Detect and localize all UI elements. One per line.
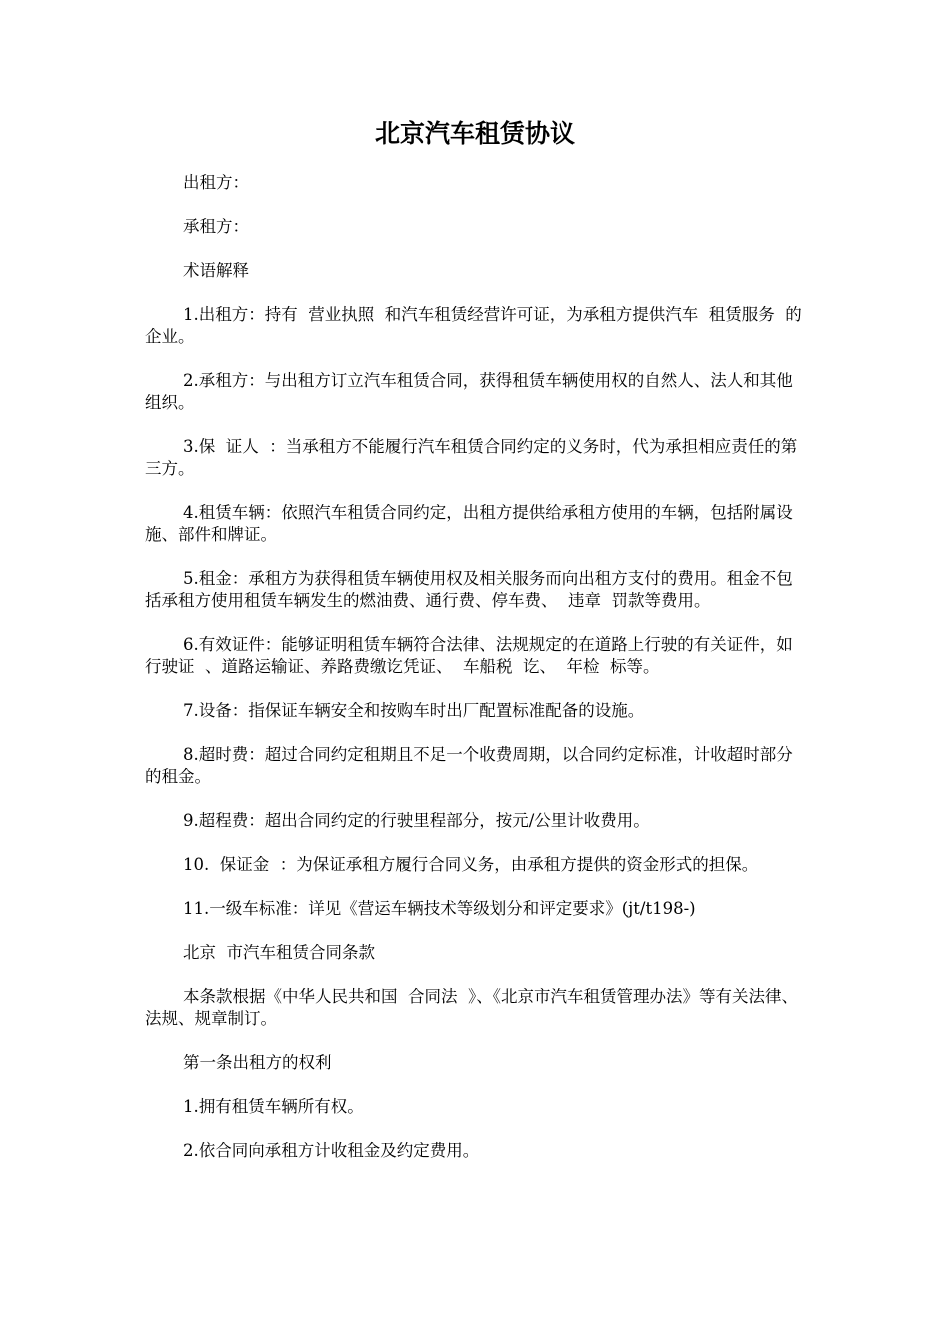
paragraph-term-5: 5.租金：承租方为获得租赁车辆使用权及相关服务而向出租方支付的费用。租金不包括承租方使用租赁车辆发生的燃油费、通行费、停车费、 违章 罚款等费用。	[145, 569, 793, 610]
paragraph-term-3: 3.保 证人 ：当承租方不能履行汽车租赁合同约定的义务时，代为承担相应责任的第三方。	[145, 437, 798, 478]
paragraph-term-8: 8.超时费：超过合同约定租期且不足一个收费周期，以合同约定标准，计收超时部分的租金。	[145, 745, 793, 786]
paragraph-lessor: 出租方：	[183, 173, 249, 192]
paragraph-term-7: 7.设备：指保证车辆安全和按购车时出厂配置标准配备的设施。	[183, 701, 645, 720]
paragraph-basis: 本条款根据《中华人民共和国 合同法 》、《北京市汽车租赁管理办法》等有关法律、法规、规章制订。	[145, 987, 798, 1028]
paragraph-term-9: 9.超程费：超出合同约定的行驶里程部分，按元/公里计收费用。	[183, 811, 650, 830]
paragraph-term-11: 11.一级车标准：详见《营运车辆技术等级划分和评定要求》(jt/t198-)	[183, 899, 696, 918]
section-heading-contract-terms: 北京 市汽车租赁合同条款	[183, 943, 375, 962]
paragraph-right-1: 1.拥有租赁车辆所有权。	[183, 1097, 364, 1116]
section-heading-terms: 术语解释	[183, 261, 249, 280]
paragraph-term-4: 4.租赁车辆：依照汽车租赁合同约定，出租方提供给承租方使用的车辆，包括附属设施、部件和牌证。	[145, 503, 793, 544]
paragraph-right-2: 2.依合同向承租方计收租金及约定费用。	[183, 1141, 480, 1160]
document-title: 北京汽车租赁协议	[374, 119, 575, 148]
paragraph-lessee: 承租方：	[183, 217, 249, 236]
document-body	[145, 172, 809, 1184]
paragraph-term-10: 10. 保证金 ：为保证承租方履行合同义务，由承租方提供的资金形式的担保。	[183, 855, 759, 874]
paragraph-term-6: 6.有效证件：能够证明租赁车辆符合法律、法规规定的在道路上行驶的有关证件，如 行驶证 、道路运输证、养路费缴讫凭证、 车船税 讫、 年检 标等。	[145, 635, 804, 676]
paragraph-term-1: 1.出租方：持有 营业执照 和汽车租赁经营许可证，为承租方提供汽车 租赁服务 的企业。	[145, 305, 802, 346]
article-heading-1: 第一条出租方的权利	[183, 1053, 332, 1072]
paragraph-term-2: 2.承租方：与出租方订立汽车租赁合同，获得租赁车辆使用权的自然人、法人和其他组织。	[145, 371, 793, 412]
